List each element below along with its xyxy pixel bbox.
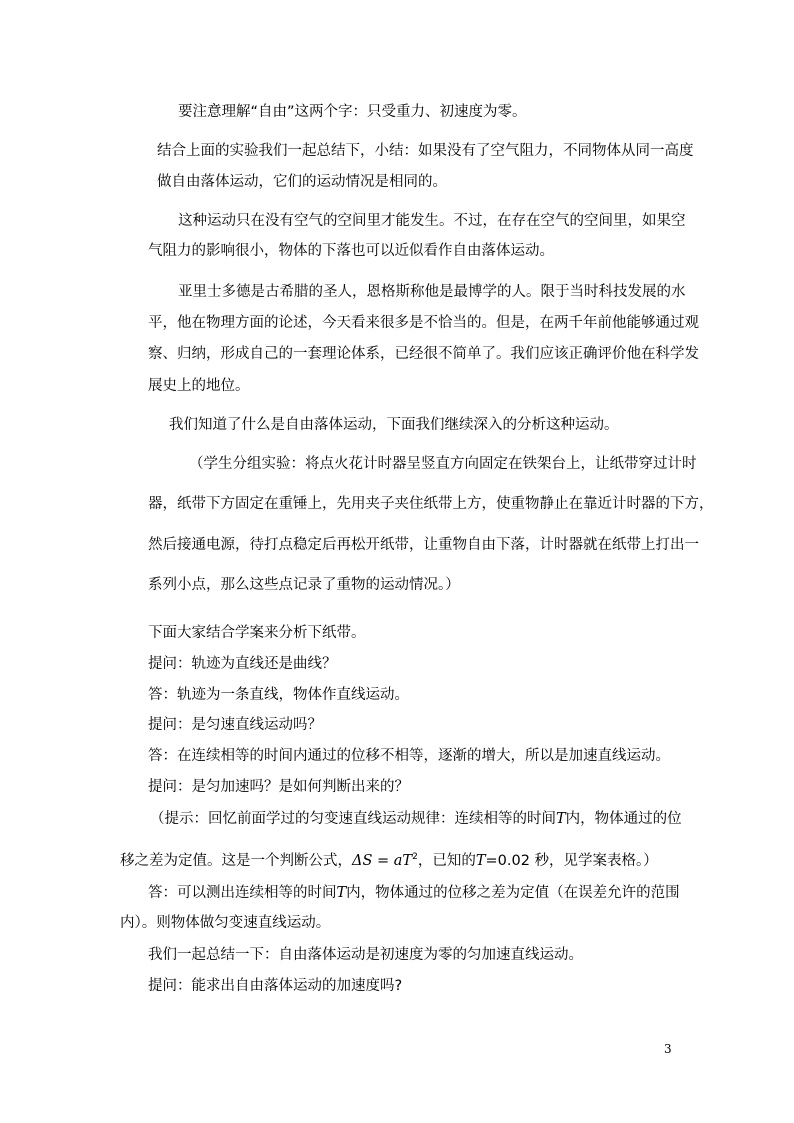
answer-line: 答：在连续相等的时间内通过的位移不相等，逐渐的增大，所以是加速直线运动。 [148, 748, 670, 764]
paragraph-line: 要注意理解“自由”这两个字：只受重力、初速度为零。 [178, 104, 527, 120]
paragraph-line: 展史上的地位。 [148, 378, 250, 394]
variable-t: T [475, 853, 486, 869]
summary-line: 我们一起总结一下：自由落体运动是初速度为零的匀加速直线运动。 [148, 947, 583, 963]
formula-rhs: aT [393, 853, 413, 869]
paragraph-line: 这种运动只在没有空气的空间里才能发生。不过，在存在空气的空间里，如果空 [178, 213, 686, 229]
variable-t: T [336, 885, 347, 901]
answer-line [148, 884, 680, 902]
hint-text: =0.02 秒，见学案表格。） [485, 853, 658, 869]
paragraph-line: 平，他在物理方面的论述，今天看来很多是不恰当的。但是，在两千年前他能够通过观 [148, 315, 699, 331]
answer-line: 内）。则物体做匀变速直线运动。 [120, 915, 331, 931]
formula-lhs: ΔS [352, 853, 373, 869]
answer-line: 答：轨迹为一条直线，物体作直线运动。 [148, 687, 409, 703]
formula-equals: = [372, 853, 394, 869]
paragraph-line: 下面大家结合学案来分析下纸带。 [148, 625, 366, 641]
paragraph-line: 亚里士多德是古希腊的圣人，恩格斯称他是最博学的人。限于当时科技发展的水 [178, 284, 686, 300]
paragraph-line: 系列小点，那么这些点记录了重物的运动情况。） [148, 577, 460, 593]
hint-text: ，已知的 [417, 853, 476, 869]
question-line: 提问：轨迹为直线还是曲线？ [148, 656, 337, 672]
question-line: 提问：是匀加速吗？是如何判断出来的？ [148, 779, 409, 795]
paragraph-line: 我们知道了什么是自由落体运动，下面我们继续深入的分析这种运动。 [169, 417, 619, 433]
paragraph-line: 做自由落体运动，它们的运动情况是相同的。 [157, 174, 447, 190]
paragraph-line: 气阻力的影响很小，物体的下落也可以近似看作自由落体运动。 [148, 243, 554, 259]
page-number: 3 [664, 1042, 672, 1056]
hint-text: 内，物体通过的位 [565, 811, 682, 827]
paragraph-line: 结合上面的实验我们一起总结下，小结：如果没有了空气阻力，不同物体从同一高度 [157, 143, 694, 159]
question-line: 提问：能求出自由落体运动的加速度吗? [148, 978, 403, 994]
answer-text: 答：可以测出连续相等的时间 [148, 885, 337, 901]
formula-exponent: 2 [412, 852, 418, 862]
question-line: 提问：是匀速直线运动吗？ [148, 717, 322, 733]
variable-t: T [556, 811, 566, 827]
hint-line [120, 848, 658, 870]
paragraph-line: 然后接通电源，待打点稳定后再松开纸带，让重物自由下落，计时器就在纸带上打出一 [148, 537, 699, 553]
hint-text: 移之差为定值。这是一个判断公式， [120, 853, 352, 869]
paragraph-line: （学生分组实验：将点火花计时器呈竖直方向固定在铁架台上，让纸带穿过计时 [189, 456, 697, 472]
answer-text: 内，物体通过的位移之差为定值（在误差允许的范围 [346, 885, 680, 901]
hint-text: （提示：回忆前面学过的匀变速直线运动规律：连续相等的时间 [150, 811, 556, 827]
paragraph-line: 察、归纳，形成自己的一套理论体系，已经很不简单了。我们应该正确评价他在科学发 [148, 346, 699, 362]
paragraph-line: 器，纸带下方固定在重锤上，先用夹子夹住纸带上方，使重物静止在靠近计时器的下方， [148, 496, 714, 512]
hint-line [150, 810, 682, 828]
